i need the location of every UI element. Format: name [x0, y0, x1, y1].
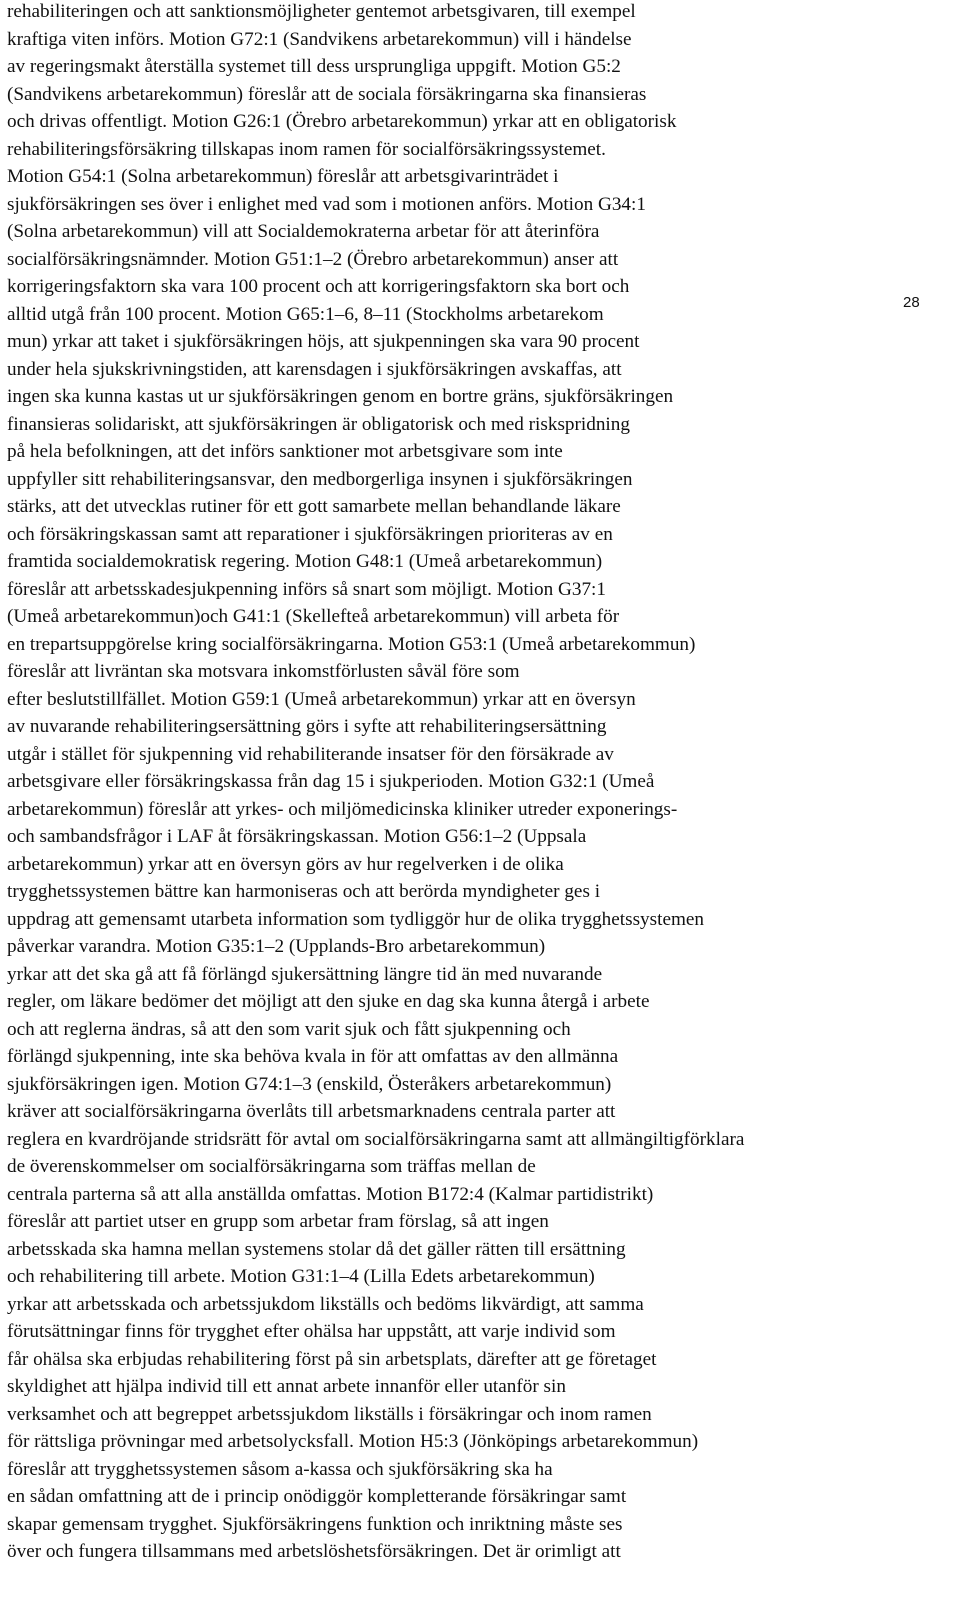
text-line: och att reglerna ändras, så att den som varit sjuk och fått sjukpenning och	[7, 1018, 571, 1040]
text-line: på hela befolkningen, att det införs sanktioner mot arbetsgivare som inte	[7, 441, 563, 462]
text-line: (Sandvikens arbetarekommun) föreslår att de sociala försäkringarna ska finansieras	[7, 83, 647, 105]
text-line: och försäkringskassan samt att reparationer i sjukförsäkringen prioriteras av en	[7, 523, 613, 545]
text-line: (Umeå arbetarekommun)och G41:1 (Skellefteå arbetarekommun) vill arbeta för	[7, 606, 620, 627]
text-line: förutsättningar finns för trygghet efter ohälsa har uppstått, att varje individ som	[7, 1321, 616, 1342]
text-line: socialförsäkringsnämnder. Motion G51:1–2 (Örebro arbetarekommun) anser att	[7, 248, 619, 270]
text-line: arbetsskada ska hamna mellan systemens stolar då det gäller rätten till ersättning	[7, 1238, 626, 1260]
text-line: framtida socialdemokratisk regering. Motion G48:1 (Umeå arbetarekommun)	[7, 551, 603, 572]
text-line: arbetarekommun) yrkar att en översyn görs av hur regelverken i de olika	[7, 853, 564, 875]
text-line: skapar gemensam trygghet. Sjukförsäkringens funktion och inriktning måste ses	[7, 1513, 623, 1535]
text-line: av regeringsmakt återställa systemet till dess ursprungliga uppgift. Motion G5:2	[7, 56, 621, 77]
text-line: påverkar varandra. Motion G35:1–2 (Upplands-Bro arbetarekommun)	[7, 936, 546, 957]
text-line: över och fungera tillsammans med arbetslöshetsförsäkringen. Det är orimligt att	[7, 1541, 621, 1562]
text-line: och sambandsfrågor i LAF åt försäkringskassan. Motion G56:1–2 (Uppsala	[7, 826, 587, 847]
text-line: stärks, att det utvecklas rutiner för ett gott samarbete mellan behandlande läkare	[7, 496, 621, 517]
text-line: mun) yrkar att taket i sjukförsäkringen höjs, att sjukpenningen ska vara 90 procent	[7, 331, 640, 352]
text-line: kraftiga viten införs. Motion G72:1 (Sandvikens arbetarekommun) vill i händelse	[7, 28, 632, 50]
text-line: för rättsliga prövningar med arbetsolycksfall. Motion H5:3 (Jönköpings arbetarekommun)	[7, 1431, 699, 1452]
text-line: centrala parterna så att alla anställda omfattas. Motion B172:4 (Kalmar partidistrikt)	[7, 1183, 654, 1205]
text-line: ingen ska kunna kastas ut ur sjukförsäkringen genom en bortre gräns, sjukförsäkringen	[7, 386, 674, 407]
text-line: (Solna arbetarekommun) vill att Socialdemokraterna arbetar för att återinföra	[7, 221, 600, 242]
text-line: yrkar att det ska gå att få förlängd sjukersättning längre tid än med nuvarande	[7, 963, 603, 985]
text-line: rehabiliteringen och att sanktionsmöjligheter gentemot arbetsgivaren, till exempel	[7, 1, 636, 22]
text-line: efter beslutstillfället. Motion G59:1 (Umeå arbetarekommun) yrkar att en översyn	[7, 688, 636, 710]
text-line: arbetsgivare eller försäkringskassa från dag 15 i sjukperioden. Motion G32:1 (Umeå	[7, 771, 655, 792]
text-line: utgår i stället för sjukpenning vid rehabiliterande insatser för den försäkrade av	[7, 743, 614, 765]
text-line: uppfyller sitt rehabiliteringsansvar, den medborgerliga insynen i sjukförsäkringen	[7, 468, 633, 490]
text-line: trygghetssystemen bättre kan harmoniseras och att berörda myndigheter ges i	[7, 881, 601, 902]
text-line: föreslår att livräntan ska motsvara inkomstförlusten såväl före som	[7, 661, 520, 682]
text-line: verksamhet och att begreppet arbetssjukdom likställs i försäkringar och inom ramen	[7, 1403, 652, 1425]
text-line: under hela sjukskrivningstiden, att karensdagen i sjukförsäkringen avskaffas, att	[7, 358, 622, 380]
page-number: 28	[903, 294, 920, 311]
text-line: sjukförsäkringen igen. Motion G74:1–3 (enskild, Österåkers arbetarekommun)	[7, 1073, 612, 1095]
text-line: arbetarekommun) föreslår att yrkes- och miljömedicinska kliniker utreder exponerings-	[7, 798, 678, 820]
text-line: regler, om läkare bedömer det möjligt att den sjuke en dag ska kunna återgå i arbete	[7, 991, 650, 1012]
text-line: får ohälsa ska erbjudas rehabilitering först på sin arbetsplats, därefter att ge företaget	[7, 1348, 657, 1370]
text-line: uppdrag att gemensamt utarbeta information som tydliggör hur de olika trygghetssystemen	[7, 908, 704, 930]
text-line: de överenskommelser om socialförsäkringarna som träffas mellan de	[7, 1156, 536, 1177]
text-line: en trepartsuppgörelse kring socialförsäkringarna. Motion G53:1 (Umeå arbetarekommun)	[7, 633, 696, 655]
text-line: Motion G54:1 (Solna arbetarekommun) föreslår att arbetsgivarinträdet i	[7, 166, 559, 187]
text-line: föreslår att partiet utser en grupp som arbetar fram förslag, så att ingen	[7, 1211, 549, 1232]
text-line: sjukförsäkringen ses över i enlighet med vad som i motionen anförs. Motion G34:1	[7, 193, 646, 215]
text-line: och drivas offentligt. Motion G26:1 (Örebro arbetarekommun) yrkar att en obligatorisk	[7, 111, 677, 132]
text-line: rehabiliteringsförsäkring tillskapas inom ramen för socialförsäkringssystemet.	[7, 138, 606, 160]
text-line: skyldighet att hjälpa individ till ett annat arbete innanför eller utanför sin	[7, 1376, 566, 1397]
text-line: reglera en kvardröjande stridsrätt för avtal om socialförsäkringarna samt att allmängiltigförklara	[7, 1128, 745, 1150]
text-line: yrkar att arbetsskada och arbetssjukdom likställs och bedöms likvärdigt, att samma	[7, 1293, 644, 1315]
text-line: en sådan omfattning att de i princip onödiggör kompletterande försäkringar samt	[7, 1486, 627, 1507]
text-line: förlängd sjukpenning, inte ska behöva kvala in för att omfattas av den allmänna	[7, 1046, 619, 1067]
text-line: korrigeringsfaktorn ska vara 100 procent och att korrigeringsfaktorn ska bort och	[7, 276, 630, 297]
text-line: föreslår att arbetsskadesjukpenning införs så snart som möjligt. Motion G37:1	[7, 578, 606, 600]
text-line: finansieras solidariskt, att sjukförsäkringen är obligatorisk och med riskspridning	[7, 413, 630, 435]
text-line: kräver att socialförsäkringarna överlåts till arbetsmarknadens centrala parter att	[7, 1101, 616, 1122]
text-line: föreslår att trygghetssystemen såsom a-kassa och sjukförsäkring ska ha	[7, 1458, 553, 1480]
text-line: av nuvarande rehabiliteringsersättning görs i syfte att rehabiliteringsersättning	[7, 716, 607, 737]
text-line: och rehabilitering till arbete. Motion G31:1–4 (Lilla Edets arbetarekommun)	[7, 1266, 595, 1287]
text-line: alltid utgå från 100 procent. Motion G65:1–6, 8–11 (Stockholms arbetarekom	[7, 303, 604, 325]
